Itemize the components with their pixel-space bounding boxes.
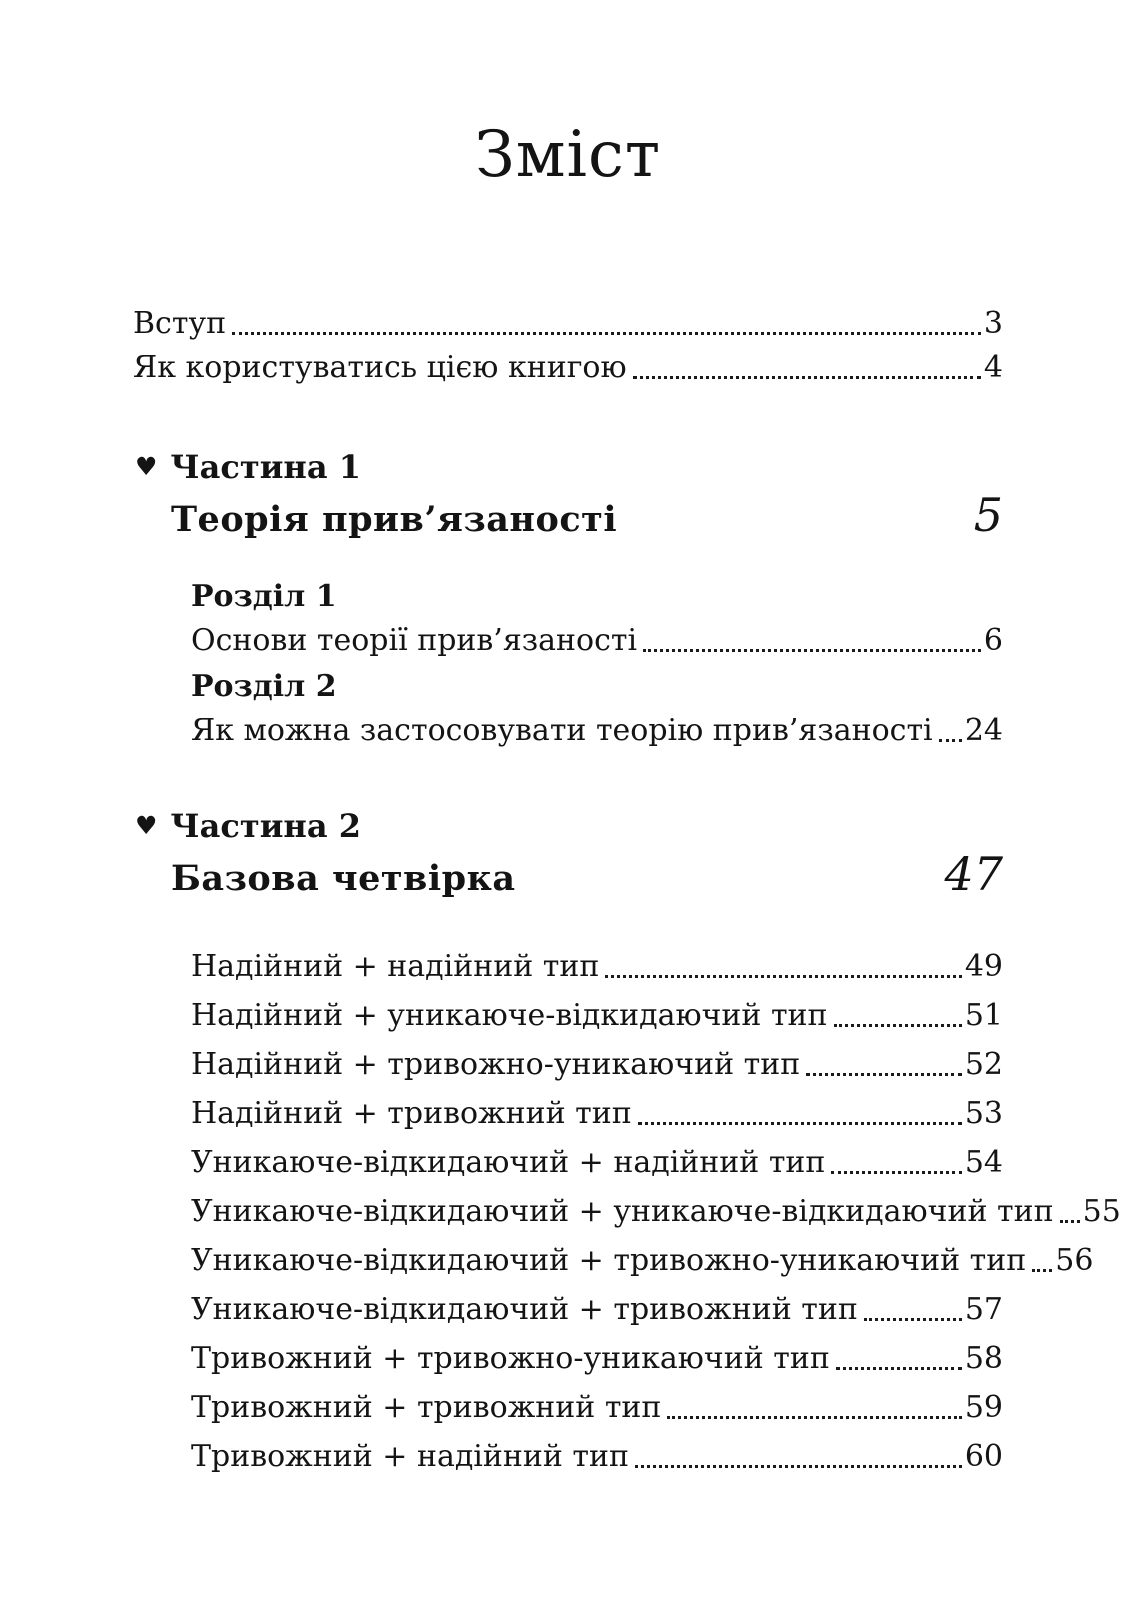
part-title-line [133, 848, 1003, 905]
page-number: 56 [1055, 1243, 1094, 1278]
toc-entry [191, 1435, 1003, 1479]
entry-label: Тривожний + тривожний тип [191, 1390, 662, 1425]
entry-label: Надійний + надійний тип [191, 949, 600, 984]
dot-leader [831, 1171, 961, 1174]
heart-icon: ♥ [135, 810, 158, 840]
page-number: 58 [964, 1341, 1003, 1376]
dot-leader [836, 1367, 962, 1370]
page-number: 52 [964, 1047, 1003, 1082]
toc-entry [191, 1092, 1003, 1136]
dot-leader [232, 332, 981, 335]
entry-label: Надійний + уникаюче-відкидаючий тип [191, 998, 828, 1033]
page-number: 54 [964, 1145, 1003, 1180]
toc-entry [191, 1043, 1003, 1087]
dot-leader [635, 1465, 962, 1468]
pair-entry-list [133, 945, 1121, 1479]
entry-label: Тривожний + тривожно-уникаючий тип [191, 1341, 830, 1376]
part-page-number: 5 [973, 488, 1003, 542]
dot-leader [939, 739, 962, 742]
page-number: 3 [983, 306, 1003, 341]
page-number: 24 [964, 713, 1003, 748]
dot-leader [633, 376, 981, 379]
toc-entry [191, 709, 1003, 753]
entry-label: Уникаюче-відкидаючий + тривожно-уникаючий тип [191, 1243, 1027, 1278]
part-section-2 [133, 804, 1121, 1479]
toc-entry [191, 1141, 1003, 1185]
toc-entry [191, 945, 1003, 989]
heart-icon: ♥ [135, 451, 158, 481]
toc-entry [191, 1190, 1121, 1234]
front-matter-list [133, 302, 1003, 390]
toc-entry [191, 1288, 1003, 1332]
entry-label: Надійний + тривожний тип [191, 1096, 632, 1131]
page-number: 59 [964, 1390, 1003, 1425]
part-kicker-label: Частина 2 [170, 807, 361, 845]
dot-leader [638, 1122, 962, 1125]
chapter-group [191, 665, 1003, 753]
dot-leader [1032, 1269, 1052, 1272]
dot-leader [806, 1073, 962, 1076]
page-number: 53 [964, 1096, 1003, 1131]
toc-entry [191, 1337, 1003, 1381]
entry-label: Уникаюче-відкидаючий + надійний тип [191, 1145, 826, 1180]
page-number: 4 [983, 350, 1003, 385]
toc-entry [191, 619, 1003, 663]
chapter-group [191, 575, 1003, 663]
dot-leader [864, 1318, 962, 1321]
part-kicker-label: Частина 1 [170, 448, 361, 486]
entry-label: Основи теорії прив’язаності [191, 623, 638, 658]
dot-leader [643, 649, 981, 652]
entry-label: Надійний + тривожно-уникаючий тип [191, 1047, 801, 1082]
dot-leader [667, 1416, 961, 1419]
part-page-number: 47 [944, 847, 1003, 901]
entry-label: Тривожний + надійний тип [191, 1439, 630, 1474]
entry-label: Уникаюче-відкидаючий + тривожний тип [191, 1292, 858, 1327]
page-number: 55 [1082, 1194, 1121, 1229]
chapter-list [133, 575, 1003, 753]
entry-label: Як можна застосовувати теорію прив’язаності [191, 713, 933, 748]
chapter-kicker: Розділ 1 [191, 579, 337, 614]
toc-entry [191, 1239, 1094, 1283]
part-title: Теорія прив’язаності [171, 499, 618, 540]
toc-entry [191, 1386, 1003, 1430]
page-number: 49 [964, 949, 1003, 984]
entry-label: Вступ [133, 306, 227, 341]
dot-leader [834, 1024, 962, 1027]
page-title: Зміст [474, 118, 662, 192]
page-number: 51 [964, 998, 1003, 1033]
toc-entry [191, 994, 1003, 1038]
toc-entry [133, 302, 1003, 346]
chapter-kicker: Розділ 2 [191, 669, 337, 704]
part-kicker [135, 804, 1003, 848]
part-title: Базова четвірка [171, 858, 516, 899]
page-number: 6 [983, 623, 1003, 658]
dot-leader [605, 975, 961, 978]
page-number: 57 [964, 1292, 1003, 1327]
part-kicker [135, 445, 1003, 489]
toc-entry [133, 346, 1003, 390]
entry-label: Як користуватись цією книгою [133, 350, 627, 385]
entry-label: Уникаюче-відкидаючий + уникаюче-відкидаючий тип [191, 1194, 1054, 1229]
dot-leader [1060, 1220, 1080, 1223]
part-title-line [133, 489, 1003, 546]
page-number: 60 [964, 1439, 1003, 1474]
part-section-1 [133, 445, 1003, 753]
